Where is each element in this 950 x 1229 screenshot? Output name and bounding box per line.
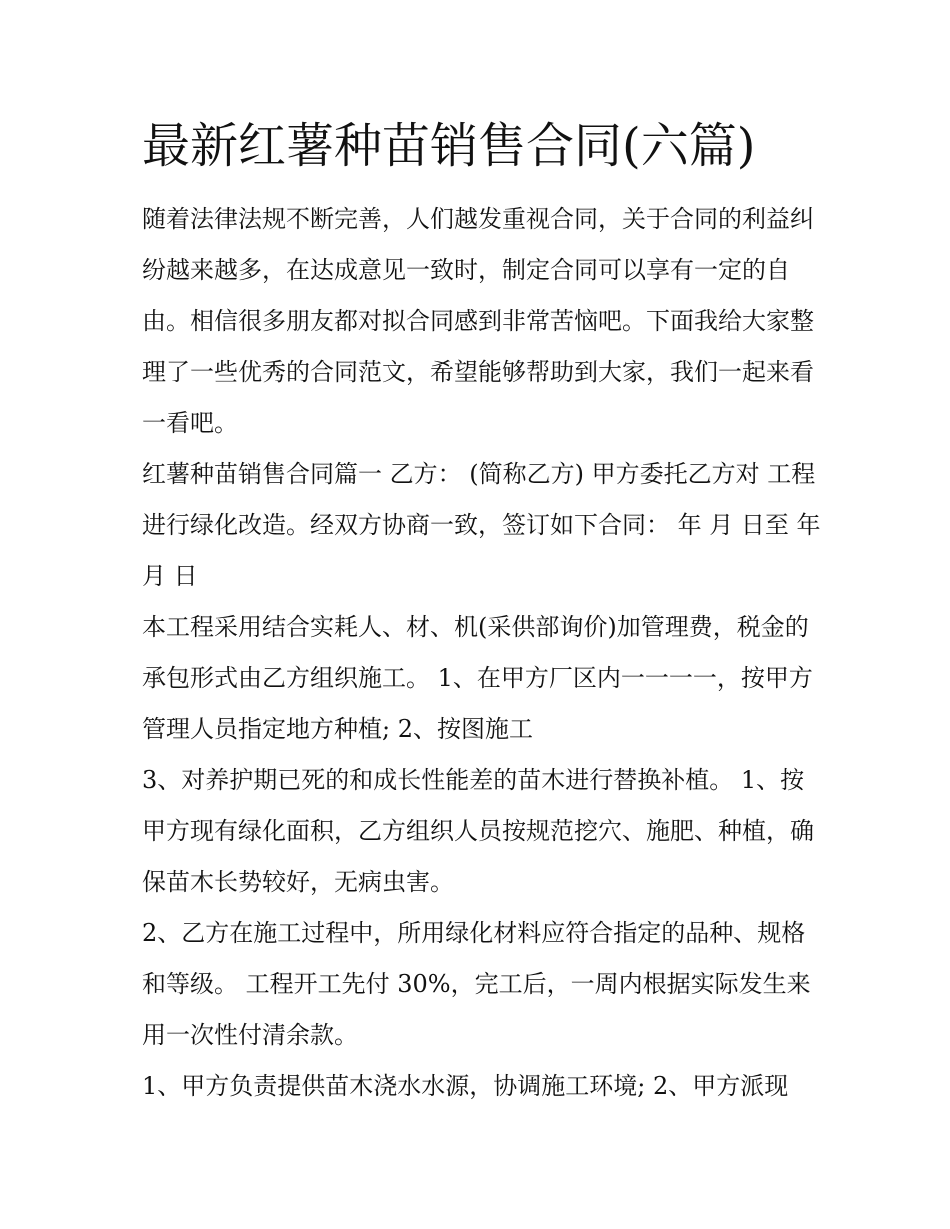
paragraph-contracting-method: 本工程采用结合实耗人、材、机(采供部询价)加管理费，税金的承包形式由乙方组织施工。 1、在甲方厂区内一一一一，按甲方管理人员指定地方种植; 2、按图施工 [142,613,813,743]
document-title: 最新红薯种苗销售合同(六篇) [142,118,756,174]
paragraph-contract-part-one: 红薯种苗销售合同篇一 乙方： (简称乙方) 甲方委托乙方对 工程进行绿化改造。经双方协商一致，签订如下合同： 年 月 日至 年 月 日 [142,460,821,590]
paragraph-intro: 随着法律法规不断完善，人们越发重视合同，关于合同的利益纠纷越来越多，在达成意见一致时，制定合同可以享有一定的自由。相信很多朋友都对拟合同感到非常苦恼吧。下面我给大家整理了一些优秀的合同范文，希望能够帮助到大家，我们一起来看一看吧。 [142,205,814,437]
paragraph-replanting: 3、对养护期已死的和成长性能差的苗木进行替换补植。 1、按甲方现有绿化面积，乙方组织人员按规范挖穴、施肥、种植，确保苗木长势较好，无病虫害。 [142,766,814,896]
document-page [142,112,822,1112]
paragraph-materials-payment: 2、乙方在施工过程中，所用绿化材料应符合指定的品种、规格和等级。 工程开工先付 30%，完工后，一周内根据实际发生来用一次性付清余款。 [142,919,811,1049]
paragraph-party-a-duties: 1、甲方负责提供苗木浇水水源，协调施工环境; 2、甲方派现 [142,1072,789,1100]
